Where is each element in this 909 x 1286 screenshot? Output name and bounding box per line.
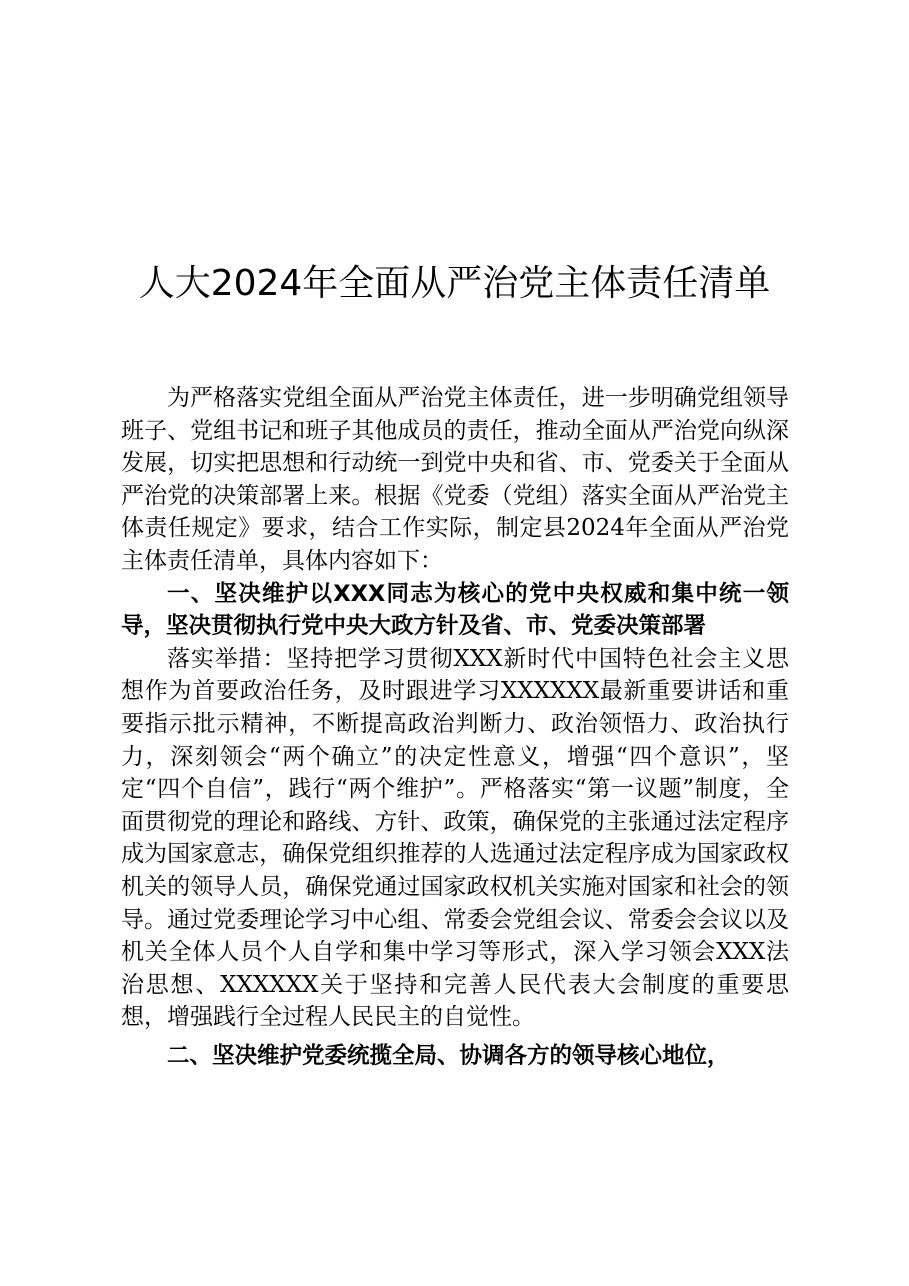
document-title: 人大2024年全面从严治党主体责任清单 xyxy=(138,263,771,304)
section-2-heading: 二、坚决维护党委统揽全局、协调各方的领导核心地位， xyxy=(167,1042,730,1069)
document-body xyxy=(121,382,789,1072)
section-1-heading: 一、坚决维护以XXX同志为核心的党中央权威和集中统一领导，坚决贯彻执行党中央大政方针及省、市、党委决策部署 xyxy=(121,580,789,640)
section-1-body: 落实举措：坚持把学习贯彻XXX新时代中国特色社会主义思想作为首要政治任务，及时跟进学习XXXXXX最新重要讲话和重要指示批示精神，不断提高政治判断力、政治领悟力、政治执行力，深刻领会“两个确立”的决定性意义，增强“四个意识”，坚定“四个自信”，践行“两个维护”。严格落实“第一议题”制度，全面贯彻党的理论和路线、方针、政策，确保党的主张通过法定程序成为国家意志，确保党组织推荐的人选通过法定程序成为国家政权机关的领导人员，确保党通过国家政权机关实施对国家和社会的领导。通过党委理论学习中心组、常委会党组会议、常委会会议以及机关全体人员个人自学和集中学习等形式，深入学习领会XXX法治思想、XXXXXX关于坚持和完善人民代表大会制度的重要思想，增强践行全过程人民民主的自觉性。 xyxy=(121,645,789,1031)
intro-paragraph: 为严格落实党组全面从严治党主体责任，进一步明确党组领导班子、党组书记和班子其他成员的责任，推动全面从严治党向纵深发展，切实把思想和行动统一到党中央和省、市、党委关于全面从严治党的决策部署上来。根据《党委（党组）落实全面从严治党主体责任规定》要求，结合工作实际，制定县2024年全面从严治党主体责任清单，具体内容如下： xyxy=(121,385,789,574)
